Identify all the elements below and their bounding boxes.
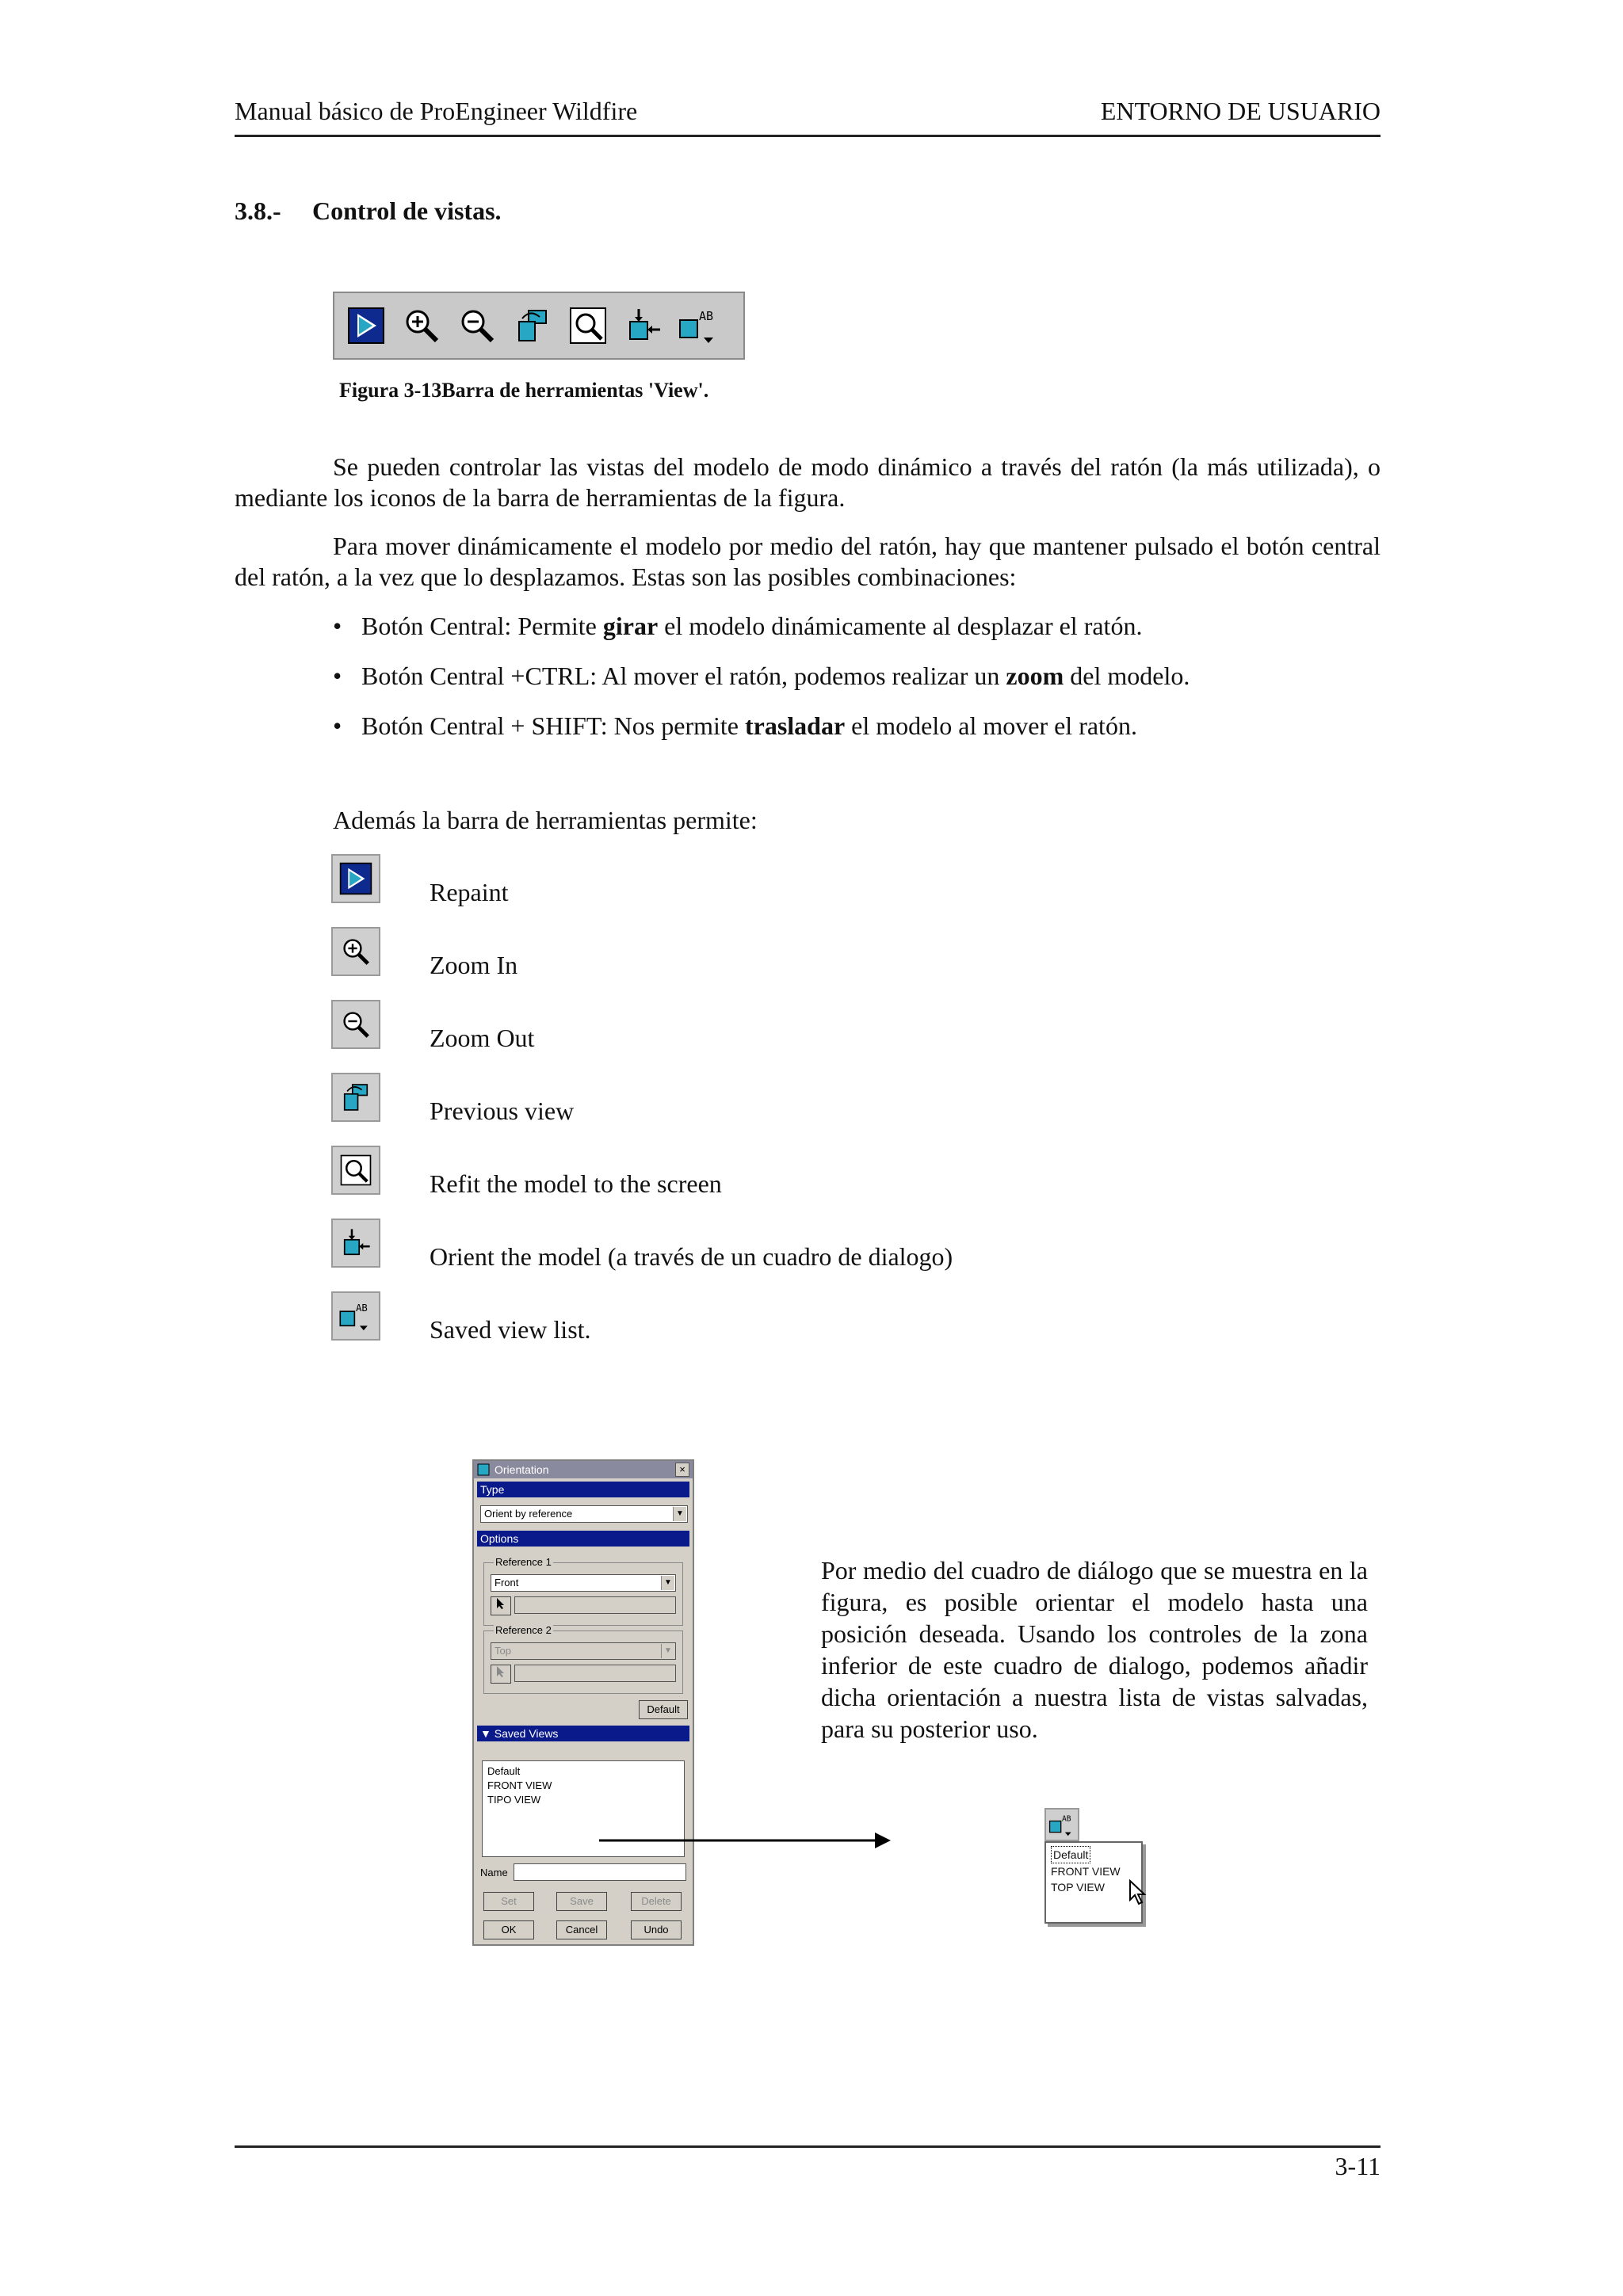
header-title: Manual básico de ProEngineer Wildfire [235,97,638,125]
saved-views-header[interactable] [477,1726,689,1741]
chevron-down-icon: ▼ [661,1644,674,1658]
saved-views-icon[interactable] [1044,1808,1079,1841]
mouse-pointer-icon [1128,1879,1148,1906]
legend-row-saved-views [331,1291,1361,1342]
svg-text:AB: AB [356,1302,368,1314]
svg-text:AB: AB [1062,1814,1071,1824]
save-button[interactable]: Save [556,1892,607,1911]
pointer-arrow [599,1829,892,1852]
reference2-group [483,1624,683,1694]
list-item[interactable]: TOP VIEW [1051,1881,1105,1894]
zoom-out-icon [331,1000,380,1049]
legend-row-refit [331,1146,1361,1196]
refit-icon[interactable] [566,303,610,348]
saved-views-icon[interactable] [677,303,721,348]
zoom-in-icon[interactable] [399,303,444,348]
close-icon[interactable]: × [675,1463,689,1477]
triangle-down-icon: ▼ [480,1727,495,1740]
ok-button[interactable]: OK [483,1920,534,1939]
section-title [235,196,502,226]
list-item[interactable]: TIPO VIEW [487,1794,541,1806]
set-button[interactable]: Set [483,1892,534,1911]
list-item[interactable]: FRONT VIEW [1051,1865,1121,1878]
delete-button[interactable]: Delete [631,1892,682,1911]
list-item[interactable]: Default [1051,1846,1090,1863]
reference2-label: Reference 2 [495,1624,552,1636]
paragraph-mouse [235,531,1381,593]
legend-row-zoom-in [331,927,1361,978]
legend-label: Repaint [430,878,509,906]
list-item[interactable]: FRONT VIEW [487,1779,552,1791]
repaint-icon [331,854,380,903]
dialog-description: Por medio del cuadro de diálogo que se muestra en la figura, es posible orientar el modelo hasta una posición deseada. Usando los controles de la zona inferior de este cuadro de dialogo, podemos añadir dicha orientación a nuestra lista de vistas salvadas, para su posterior uso. [821,1556,1368,1743]
legend-row-previous-view [331,1073,1361,1123]
chevron-down-icon: ▼ [673,1507,686,1521]
type-select-value: Orient by reference [484,1508,573,1520]
view-toolbar [333,292,745,360]
default-button[interactable]: Default [639,1700,688,1719]
reference1-field[interactable] [514,1596,676,1614]
reference1-select[interactable] [491,1574,676,1592]
header-section: ENTORNO DE USUARIO [1100,97,1381,125]
list-item: • Botón Central + SHIFT: Nos permite trasladar el modelo al mover el ratón. [333,711,1379,761]
zoom-out-icon[interactable] [455,303,499,348]
refit-icon [331,1146,380,1195]
page-header [235,93,1381,137]
name-input[interactable] [514,1863,686,1881]
reference2-select[interactable] [491,1642,676,1660]
type-select[interactable] [480,1505,688,1523]
svg-text:AB: AB [699,309,714,323]
repaint-icon[interactable] [344,303,388,348]
legend-row-orient [331,1219,1361,1269]
options-header: Options [477,1531,689,1547]
saved-views-label: Saved Views [494,1727,559,1740]
cancel-button[interactable]: Cancel [556,1920,607,1939]
toolbar-intro: Además la barra de herramientas permite: [333,806,758,834]
type-header: Type [477,1482,689,1497]
paragraph-intro [235,452,1381,513]
reference1-group [483,1556,683,1626]
select-arrow-button[interactable] [491,1596,511,1615]
zoom-in-icon [331,927,380,976]
dialog-titlebar [474,1461,693,1478]
bullet-list [333,612,1379,761]
legend-label: Zoom Out [430,1024,535,1052]
paragraph-mouse-text: Para mover dinámicamente el modelo por medio del ratón, hay que mantener pulsado el botón central del ratón, a la vez que lo desplazamos. Estas son las posibles combinaciones: [235,532,1381,591]
chevron-down-icon: ▼ [661,1576,674,1590]
undo-button[interactable]: Undo [631,1920,682,1939]
saved-views-icon [331,1291,380,1341]
orient-icon[interactable] [621,303,666,348]
select-arrow-button[interactable] [491,1665,511,1684]
reference2-value: Top [495,1645,511,1657]
orientation-dialog [472,1459,694,1946]
legend-label: Saved view list. [430,1315,591,1344]
legend-label: Zoom In [430,951,518,979]
app-icon [477,1463,490,1476]
list-item[interactable]: Default [487,1765,521,1777]
previous-view-icon[interactable] [510,303,555,348]
legend-label: Orient the model (a través de un cuadro de dialogo) [430,1242,953,1271]
section-heading: Control de vistas. [312,196,502,225]
previous-view-icon [331,1073,380,1122]
dialog-title: Orientation [495,1463,549,1476]
cursor-icon [495,1597,506,1610]
reference1-label: Reference 1 [495,1556,552,1568]
legend-row-repaint [331,854,1361,905]
paragraph-intro-text: Se pueden controlar las vistas del modelo de modo dinámico a través del ratón (la más utilizada), o mediante los iconos de la barra de herramientas de la figura. [235,452,1381,512]
figure-caption: Figura 3-13Barra de herramientas 'View'. [339,379,709,402]
name-label: Name [480,1867,508,1878]
reference1-value: Front [495,1577,519,1589]
page-number: 3-11 [1335,2152,1381,2180]
legend-label: Previous view [430,1097,575,1125]
footer-rule [235,2145,1381,2148]
reference2-field[interactable] [514,1665,676,1682]
legend-row-zoom-out [331,1000,1361,1051]
list-item: • Botón Central: Permite girar el modelo dinámicamente al desplazar el ratón. [333,612,1379,662]
orient-icon [331,1219,380,1268]
section-number: 3.8.- [235,196,281,225]
list-item: • Botón Central +CTRL: Al mover el ratón, podemos realizar un zoom del modelo. [333,662,1379,711]
legend-label: Refit the model to the screen [430,1169,722,1198]
cursor-icon [495,1665,506,1678]
